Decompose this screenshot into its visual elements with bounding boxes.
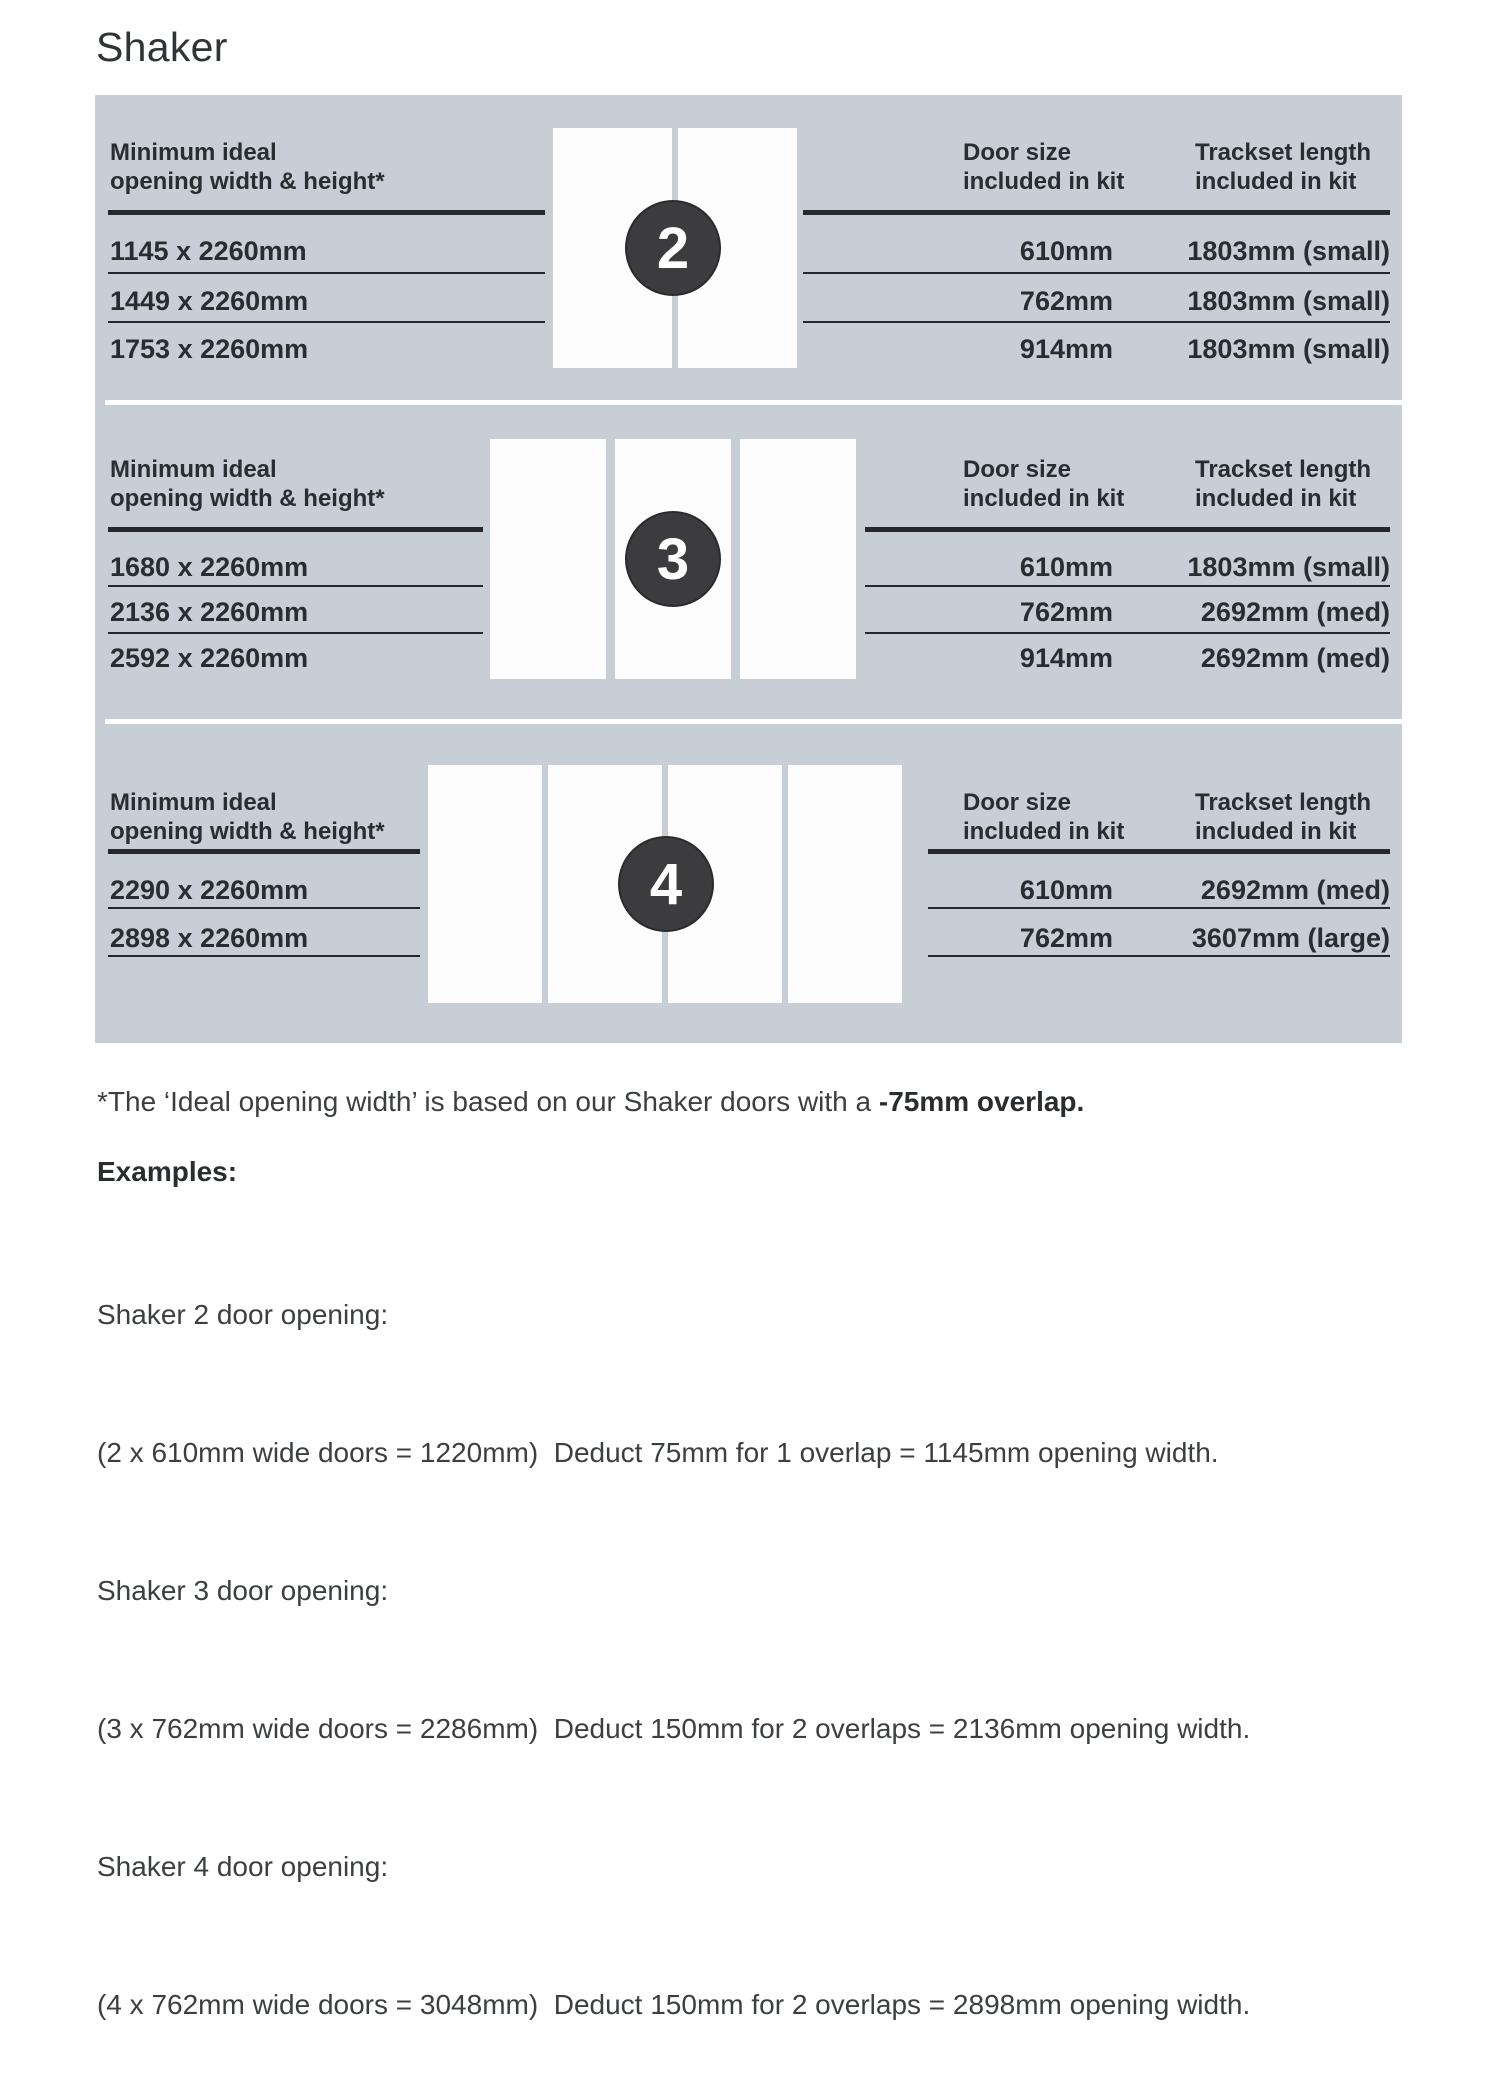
row-rule — [928, 955, 1390, 957]
door-count-badge: 2 — [625, 200, 721, 296]
trackset-value: 1803mm (small) — [1187, 552, 1390, 582]
door-panel — [788, 765, 902, 1003]
row-rule — [865, 585, 1390, 587]
row-rule — [928, 907, 1390, 909]
example-line: Shaker 2 door opening: — [97, 1299, 389, 1330]
door-panel — [740, 439, 856, 679]
opening-size-value: 2592 x 2260mm — [110, 643, 309, 673]
row-rule — [108, 955, 420, 957]
footnote-text: *The ‘Ideal opening width’ is based on our Shaker doors with a — [97, 1086, 879, 1117]
door-size-value: 762mm — [1019, 597, 1113, 627]
row-rule — [865, 632, 1390, 634]
footnote — [97, 1086, 1084, 1118]
kit-size-panel — [95, 95, 1402, 1043]
trackset-value: 2692mm (med) — [1200, 597, 1390, 627]
header-rule — [865, 527, 1390, 532]
section-divider — [105, 719, 1402, 724]
door-count-badge: 3 — [625, 511, 721, 607]
examples-list — [97, 1200, 1250, 2074]
door-size-value: 762mm — [1019, 286, 1113, 316]
example-line: (3 x 762mm wide doors = 2286mm) Deduct 150mm for 2 overlaps = 2136mm opening width. — [97, 1713, 1251, 1744]
door-size-value: 914mm — [1019, 643, 1113, 673]
door-panel — [490, 439, 606, 679]
trackset-value: 1803mm (small) — [1187, 286, 1390, 316]
opening-size-value: 2290 x 2260mm — [110, 875, 309, 905]
door-count-badge: 4 — [618, 836, 714, 932]
row-rule — [108, 272, 545, 274]
door-size-header: Door size included in kit — [963, 789, 1125, 845]
door-size-header: Door size included in kit — [963, 139, 1125, 195]
example-line: Shaker 4 door opening: — [97, 1851, 389, 1882]
trackset-value: 2692mm (med) — [1200, 875, 1390, 905]
header-rule — [928, 849, 1390, 854]
door-size-value: 610mm — [1019, 875, 1113, 905]
header-rule — [108, 527, 483, 532]
page-title: Shaker — [96, 24, 228, 70]
door-size-value: 610mm — [1019, 552, 1113, 582]
trackset-value: 3607mm (large) — [1191, 923, 1390, 953]
footnote-bold-text: -75mm overlap. — [878, 1086, 1085, 1117]
trackset-value: 1803mm (small) — [1187, 334, 1390, 364]
opening-size-header: Minimum ideal opening width & height* — [110, 789, 385, 845]
opening-size-value: 1145 x 2260mm — [110, 236, 307, 266]
opening-size-value: 1680 x 2260mm — [110, 552, 309, 582]
example-line: (4 x 762mm wide doors = 3048mm) Deduct 150mm for 2 overlaps = 2898mm opening width. — [97, 1989, 1251, 2020]
row-rule — [803, 272, 1390, 274]
opening-size-value: 1449 x 2260mm — [110, 286, 309, 316]
row-rule — [108, 907, 420, 909]
row-rule — [108, 321, 545, 323]
examples-heading: Examples: — [97, 1156, 238, 1187]
row-rule — [803, 321, 1390, 323]
opening-size-value: 2898 x 2260mm — [110, 923, 309, 953]
section-divider — [105, 400, 1402, 405]
door-size-value: 610mm — [1019, 236, 1113, 266]
door-panel — [428, 765, 542, 1003]
row-rule — [108, 585, 483, 587]
door-size-value: 762mm — [1019, 923, 1113, 953]
header-rule — [108, 210, 545, 215]
trackset-value: 1803mm (small) — [1187, 236, 1390, 266]
example-line: Shaker 3 door opening: — [97, 1575, 389, 1606]
opening-size-header: Minimum ideal opening width & height* — [110, 456, 385, 512]
trackset-value: 2692mm (med) — [1200, 643, 1390, 673]
row-rule — [108, 632, 483, 634]
opening-size-header: Minimum ideal opening width & height* — [110, 139, 385, 195]
door-size-header: Door size included in kit — [963, 456, 1125, 512]
trackset-header: Trackset length included in kit — [1195, 139, 1372, 195]
opening-size-value: 1753 x 2260mm — [110, 334, 309, 364]
example-line: (2 x 610mm wide doors = 1220mm) Deduct 75mm for 1 overlap = 1145mm opening width. — [97, 1437, 1219, 1468]
header-rule — [108, 849, 420, 854]
header-rule — [803, 210, 1390, 215]
trackset-header: Trackset length included in kit — [1195, 789, 1372, 845]
trackset-header: Trackset length included in kit — [1195, 456, 1372, 512]
door-size-value: 914mm — [1019, 334, 1113, 364]
opening-size-value: 2136 x 2260mm — [110, 597, 309, 627]
